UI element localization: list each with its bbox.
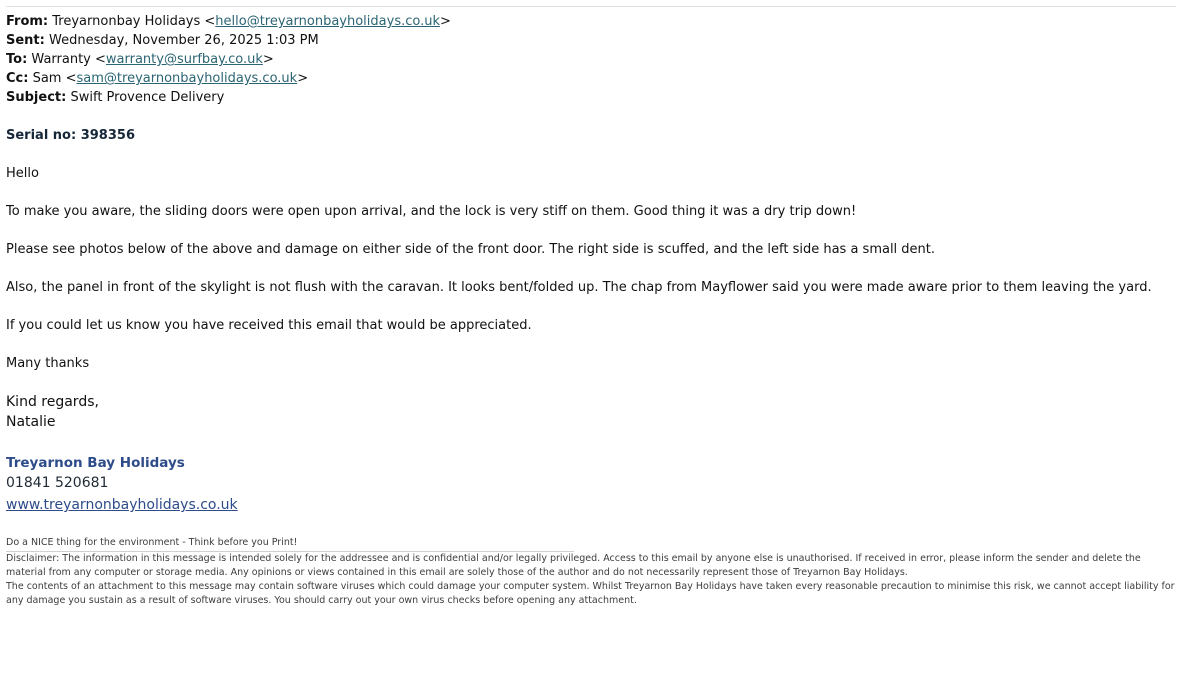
signature-website-link[interactable]: www.treyarnonbayholidays.co.uk [6, 497, 238, 513]
environment-notice: Do a NICE thing for the environment - Think before you Print! [6, 536, 574, 552]
email-footer [6, 536, 1176, 608]
subject-value: Swift Provence Delivery [70, 90, 225, 105]
sent-value: Wednesday, November 26, 2025 1:03 PM [49, 33, 319, 48]
closing-regards: Kind regards, [6, 394, 99, 410]
signature-phone: 01841 520681 [6, 475, 109, 491]
from-label: From: [6, 14, 49, 29]
cc-line: Cc: Sam <sam@treyarnonbayholidays.co.uk> [6, 71, 309, 86]
to-line: To: Warranty <warranty@surfbay.co.uk> [6, 52, 274, 67]
from-line: From: Treyarnonbay Holidays <hello@treyarnonbayholidays.co.uk> [6, 14, 451, 29]
subject-label: Subject: [6, 90, 67, 105]
paragraph-skylight-panel: Also, the panel in front of the skylight is not flush with the caravan. It looks bent/folded up. The chap from Mayflower said you were made aware prior to them leaving the yard. [6, 280, 1152, 295]
from-address-link[interactable]: hello@treyarnonbayholidays.co.uk [215, 14, 440, 29]
sender-name: Natalie [6, 414, 56, 430]
virus-notice-text: The contents of an attachment to this message may contain software viruses which could damage your computer system. Whilst Treyarnon Bay Holidays have taken every reasonable precaution to minimise this risk, we cannot accept liability for any damage you sustain as a result of software viruses. You should carry out your own virus checks before opening any attachment. [6, 581, 1175, 606]
email-body [6, 126, 1176, 432]
signature-company: Treyarnon Bay Holidays [6, 455, 185, 471]
paragraph-photos: Please see photos below of the above and damage on either side of the front door. The right side is scuffed, and the left side has a small dent. [6, 242, 936, 257]
subject-line [6, 88, 451, 107]
cc-name: Sam [32, 71, 62, 86]
greeting: Hello [6, 166, 39, 181]
from-name: Treyarnonbay Holidays [52, 14, 201, 29]
header-divider [6, 6, 1176, 7]
sent-label: Sent: [6, 33, 45, 48]
cc-address-link[interactable]: sam@treyarnonbayholidays.co.uk [76, 71, 298, 86]
paragraph-acknowledge: If you could let us know you have received this email that would be appreciated. [6, 318, 532, 333]
paragraph-sliding-doors: To make you aware, the sliding doors were open upon arrival, and the lock is very stiff on them. Good thing it was a dry trip down! [6, 204, 857, 219]
serial-number: Serial no: 398356 [6, 128, 135, 143]
to-name: Warranty [31, 52, 91, 67]
cc-label: Cc: [6, 71, 29, 86]
to-address-link[interactable]: warranty@surfbay.co.uk [105, 52, 263, 67]
disclaimer-text: Disclaimer: The information in this message is intended solely for the addressee and is confidential and/or legally privileged. Access to this email by anyone else is unauthorised. If received in error, please inform the sender and delete the material from any computer or storage media. Any opinions or views contained in this email are solely those of the author and do not necessarily represent those of Treyarnon Bay Holidays. [6, 553, 1141, 578]
sent-line [6, 31, 451, 50]
closing-thanks: Many thanks [6, 356, 90, 371]
email-header [6, 12, 451, 107]
to-label: To: [6, 52, 28, 67]
